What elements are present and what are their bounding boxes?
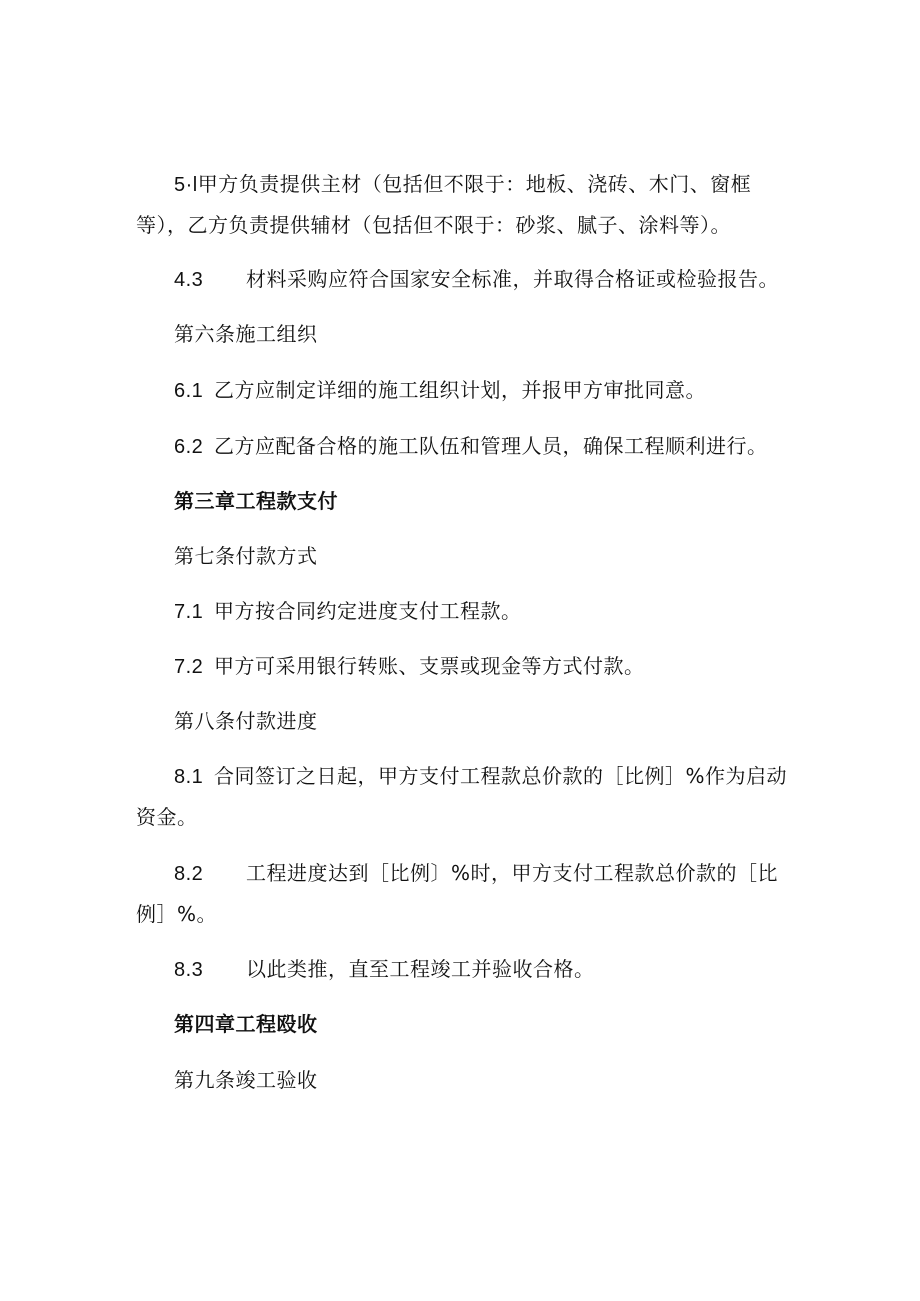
clause-8-1-line-2 — [136, 803, 198, 831]
clause-7-2 — [174, 652, 645, 681]
clause-text: 甲方负责提供主材（包括但不限于：地板、浇砖、木门、窗框 — [197, 172, 752, 196]
chapter-title: 第三章工程款支付 — [174, 489, 338, 513]
clause-text: 甲方按合同约定进度支付工程款。 — [214, 599, 522, 623]
chapter-4-heading — [174, 1010, 318, 1038]
article-9-heading — [174, 1066, 318, 1094]
article-title: 第七条付款方式 — [174, 544, 318, 568]
clause-8-3 — [174, 955, 595, 984]
clause-6-2 — [174, 432, 768, 461]
clause-text: 乙方应配备合格的施工队伍和管理人员，确保工程顺利进行。 — [214, 434, 768, 458]
clause-8-2-line-1 — [174, 859, 778, 888]
clause-8-1-line-1 — [174, 762, 787, 791]
clause-text: 乙方应制定详细的施工组织计划，并报甲方审批同意。 — [214, 378, 706, 402]
clause-8-2-line-2 — [136, 900, 217, 928]
article-8-heading — [174, 707, 318, 735]
clause-number: 6.1 — [174, 380, 204, 402]
clause-number: 7.2 — [174, 656, 204, 678]
clause-5-1-line-2 — [136, 211, 731, 239]
clause-number: 8.2 — [174, 863, 204, 885]
clause-6-1 — [174, 376, 706, 405]
clause-text: 资金。 — [136, 805, 198, 829]
clause-text: 等），乙方负责提供辅材（包括但不限于：砂浆、腻子、涂料等）。 — [136, 213, 731, 237]
article-title: 第八条付款进度 — [174, 709, 318, 733]
chapter-3-heading — [174, 487, 338, 515]
clause-text: 甲方可采用银行转账、支票或现金等方式付款。 — [214, 654, 645, 678]
clause-4-3 — [174, 265, 779, 294]
article-6-heading — [174, 320, 318, 348]
clause-number: 5·l — [174, 174, 198, 196]
clause-text: 例］%。 — [136, 902, 218, 926]
clause-7-1 — [174, 597, 522, 626]
clause-text: 合同签订之日起，甲方支付工程款总价款的［比例］%作为启动 — [214, 764, 788, 788]
clause-text: 以此类推，直至工程竣工并验收合格。 — [246, 957, 595, 981]
clause-number: 4.3 — [174, 269, 204, 291]
clause-number: 8.3 — [174, 959, 204, 981]
clause-text: 材料采购应符合国家安全标准，并取得合格证或检验报告。 — [246, 267, 779, 291]
article-7-heading — [174, 542, 318, 570]
chapter-title: 第四章工程殴收 — [174, 1012, 318, 1036]
clause-number: 7.1 — [174, 601, 204, 623]
clause-text: 工程进度达到［比例〕%时，甲方支付工程款总价款的［比 — [246, 861, 779, 885]
article-title: 第九条竣工验收 — [174, 1068, 318, 1092]
clause-number: 8.1 — [174, 766, 204, 788]
clause-5-1-line-1 — [174, 170, 751, 199]
clause-number: 6.2 — [174, 436, 204, 458]
article-title: 第六条施工组织 — [174, 322, 318, 346]
